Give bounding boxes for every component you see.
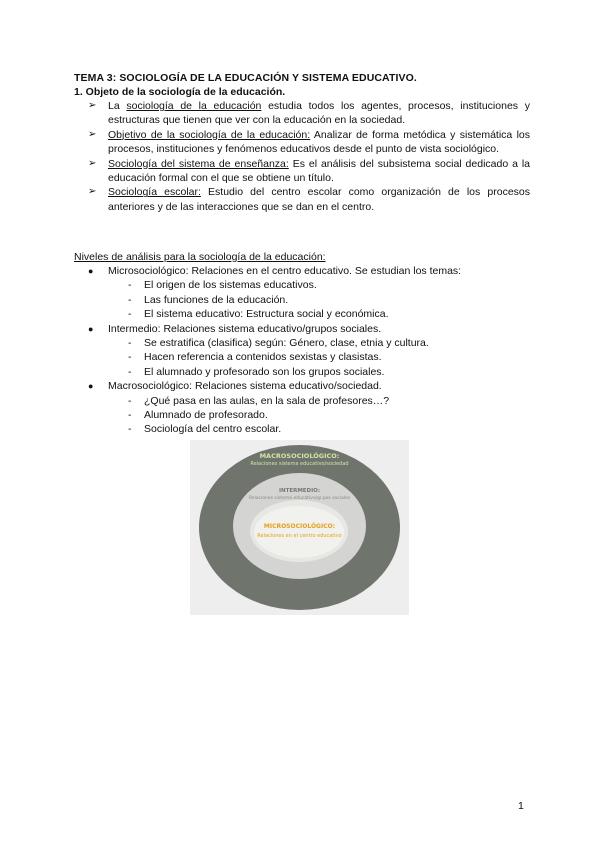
- sub-list: [128, 394, 528, 437]
- list-item: - Alumnado de profesorado.: [128, 409, 268, 422]
- levels-list: [88, 264, 528, 437]
- definition-item: ➢ Sociología escolar: Estudio del centro escolar como organización de los procesos anteriores y de las interacciones que se dan en el centro.: [88, 186, 530, 213]
- macro-title: MACROSOCIOLÓGICO:: [259, 452, 340, 460]
- micro-ring: [254, 506, 344, 558]
- sub-list: [128, 278, 528, 321]
- level-label: Macrosociológico: Relaciones sistema educativo/sociedad.: [108, 380, 382, 393]
- term-link: sociología de la educación: [126, 100, 262, 112]
- arrow-bullet-icon: ➢: [88, 128, 97, 140]
- page-number: 1: [518, 800, 524, 812]
- arrow-bullet-icon: ➢: [88, 100, 97, 111]
- bullet-icon: ●: [88, 381, 94, 392]
- level-item: [88, 264, 528, 322]
- section-heading: 1. Objeto de la sociología de la educación.: [74, 86, 286, 98]
- list-item: - El origen de los sistemas educativos.: [128, 279, 317, 292]
- term-label: Sociología escolar:: [108, 186, 201, 199]
- arrow-bullet-icon: ➢: [88, 186, 97, 198]
- definition-item: ➢ Objetivo de la sociología de la educación: Analizar de forma metódica y sistemática los procesos, instituciones y fenómenos educativos desde el punto de vista sociológico.: [88, 128, 530, 156]
- concentric-levels-diagram: [190, 440, 409, 615]
- list-item: - Sociología del centro escolar.: [128, 423, 282, 436]
- level-label: Microsociológico: Relaciones en el centro educativo. Se estudian los temas:: [108, 265, 462, 277]
- list-item: - El alumnado y profesorado son los grupos sociales.: [128, 365, 385, 378]
- arrow-bullet-icon: ➢: [88, 157, 97, 169]
- levels-heading: Niveles de análisis para la sociología de la educación:: [74, 251, 326, 263]
- level-label: Intermedio: Relaciones sistema educativo/grupos sociales.: [108, 322, 382, 335]
- list-item: - Se estratifica (clasifica) según: Género, clase, etnia y cultura.: [128, 337, 429, 350]
- list-item: - Las funciones de la educación.: [128, 293, 289, 306]
- micro-subtitle: Relaciones en el centro educativo: [257, 533, 342, 539]
- list-item: - El sistema educativo: Estructura social y económica.: [128, 308, 389, 321]
- definition-item: ➢ La sociología de la educación estudia todos los agentes, procesos, instituciones y estructuras que tienen que ver con la educación en la sociedad.: [88, 100, 530, 127]
- level-item: [88, 322, 528, 380]
- page-title: TEMA 3: SOCIOLOGÍA DE LA EDUCACIÓN Y SISTEMA EDUCATIVO.: [74, 72, 417, 84]
- micro-title: MICROSOCIOLÓGICO:: [263, 523, 336, 530]
- term-label: Sociología del sistema de enseñanza:: [108, 157, 289, 170]
- definition-item: ➢ Sociología del sistema de enseñanza: Es el análisis del subsistema social dedicado a la educación formal con el que se obtiene un título.: [88, 157, 530, 185]
- list-item: - ¿Qué pasa en las aulas, en la sala de profesores…?: [128, 394, 390, 407]
- level-item: [88, 379, 528, 437]
- macro-subtitle: Relaciones sistema educativo/sociedad: [250, 461, 349, 467]
- list-item: - Hacen referencia a contenidos sexistas y clasistas.: [128, 351, 382, 364]
- definition-list: [88, 99, 530, 214]
- sub-list: [128, 336, 528, 379]
- bullet-icon: ●: [88, 323, 94, 334]
- intermediate-subtitle: Relaciones sistema educativo/gr.pos sociales: [248, 496, 351, 501]
- bullet-icon: ●: [88, 266, 94, 276]
- intermediate-title: INTERMEDIO:: [278, 488, 321, 494]
- term-label: Objetivo de la sociología de la educación:: [108, 128, 311, 141]
